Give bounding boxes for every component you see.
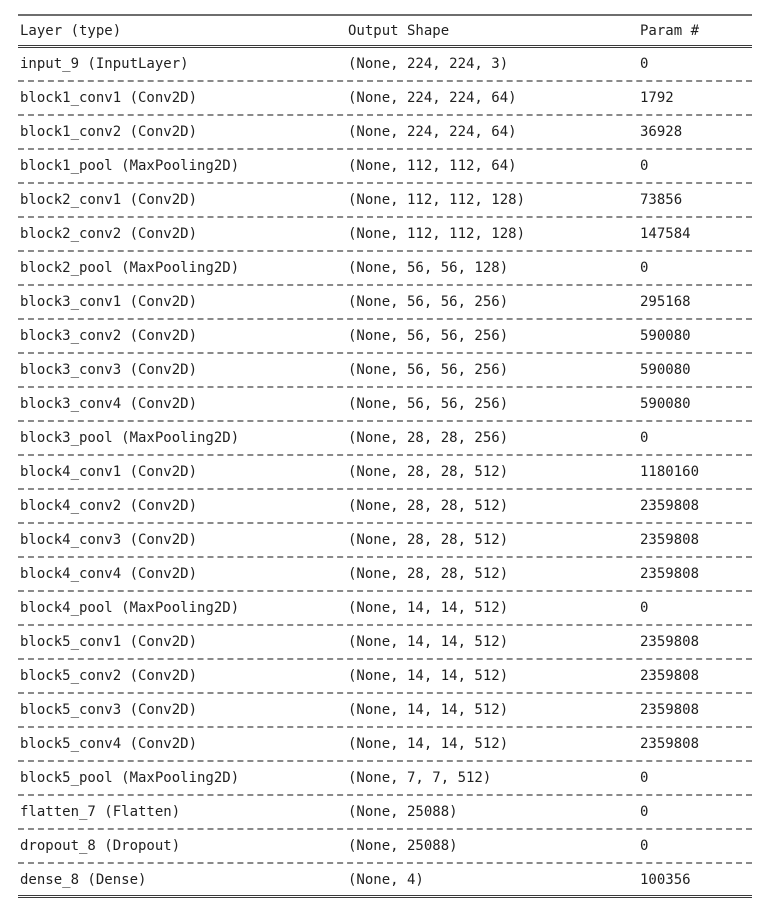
layer-cell: block5_conv2 (Conv2D) — [20, 668, 198, 684]
output-shape-cell: (None, 56, 56, 256) — [348, 396, 509, 412]
table-row — [18, 762, 752, 796]
layer-cell: block3_conv4 (Conv2D) — [20, 396, 198, 412]
output-shape-cell: (None, 7, 7, 512) — [348, 770, 492, 786]
output-shape-cell: (None, 112, 112, 64) — [348, 158, 517, 174]
param-count-cell: 100356 — [640, 871, 691, 888]
table-row — [18, 456, 752, 490]
layer-cell: block5_conv1 (Conv2D) — [20, 634, 198, 650]
param-count-cell: 295168 — [640, 294, 691, 310]
table-body — [18, 48, 752, 898]
header-layer-type: Layer (type) — [20, 22, 122, 39]
layer-cell: block1_conv2 (Conv2D) — [20, 124, 198, 140]
table-row — [18, 830, 752, 864]
output-shape-cell: (None, 25088) — [348, 804, 458, 820]
layer-cell: block3_conv2 (Conv2D) — [20, 328, 198, 344]
table-row — [18, 864, 752, 898]
table-row — [18, 660, 752, 694]
layer-cell: block2_pool (MaxPooling2D) — [20, 260, 240, 276]
table-row — [18, 490, 752, 524]
layer-cell: dense_8 (Dense) — [20, 871, 147, 888]
layer-cell: block4_conv4 (Conv2D) — [20, 566, 198, 582]
output-shape-cell: (None, 28, 28, 512) — [348, 566, 509, 582]
param-count-cell: 0 — [640, 600, 649, 616]
param-count-cell: 2359808 — [640, 498, 700, 514]
layer-cell: block1_pool (MaxPooling2D) — [20, 158, 240, 174]
layer-cell: dropout_8 (Dropout) — [20, 838, 181, 854]
table-row — [18, 796, 752, 830]
table-row — [18, 286, 752, 320]
output-shape-cell: (None, 56, 56, 256) — [348, 294, 509, 310]
table-row — [18, 252, 752, 286]
layer-cell: block5_pool (MaxPooling2D) — [20, 770, 240, 786]
layer-cell: block5_conv4 (Conv2D) — [20, 736, 198, 752]
table-row — [18, 592, 752, 626]
param-count-cell: 1792 — [640, 90, 674, 106]
output-shape-cell: (None, 28, 28, 512) — [348, 498, 509, 514]
output-shape-cell: (None, 25088) — [348, 838, 458, 854]
output-shape-cell: (None, 224, 224, 3) — [348, 56, 509, 72]
param-count-cell: 2359808 — [640, 702, 700, 718]
layer-cell: block4_pool (MaxPooling2D) — [20, 600, 240, 616]
table-row — [18, 626, 752, 660]
table-row — [18, 354, 752, 388]
layer-cell: block3_conv1 (Conv2D) — [20, 294, 198, 310]
output-shape-cell: (None, 14, 14, 512) — [348, 736, 509, 752]
table-row — [18, 150, 752, 184]
table-row — [18, 422, 752, 456]
table-header — [18, 14, 752, 48]
table-row — [18, 184, 752, 218]
param-count-cell: 0 — [640, 260, 649, 276]
layer-cell: flatten_7 (Flatten) — [20, 804, 181, 820]
param-count-cell: 2359808 — [640, 634, 700, 650]
layer-cell: block3_conv3 (Conv2D) — [20, 362, 198, 378]
layer-cell: block4_conv1 (Conv2D) — [20, 464, 198, 480]
table-row — [18, 320, 752, 354]
param-count-cell: 2359808 — [640, 532, 700, 548]
output-shape-cell: (None, 56, 56, 128) — [348, 260, 509, 276]
output-shape-cell: (None, 28, 28, 512) — [348, 464, 509, 480]
layer-cell: input_9 (InputLayer) — [20, 56, 189, 72]
layer-cell: block4_conv2 (Conv2D) — [20, 498, 198, 514]
output-shape-cell: (None, 112, 112, 128) — [348, 192, 526, 208]
output-shape-cell: (None, 56, 56, 256) — [348, 362, 509, 378]
param-count-cell: 2359808 — [640, 736, 700, 752]
layer-cell: block2_conv1 (Conv2D) — [20, 192, 198, 208]
output-shape-cell: (None, 56, 56, 256) — [348, 328, 509, 344]
param-count-cell: 0 — [640, 838, 649, 854]
table-row — [18, 524, 752, 558]
table-row — [18, 694, 752, 728]
output-shape-cell: (None, 28, 28, 256) — [348, 430, 509, 446]
output-shape-cell: (None, 112, 112, 128) — [348, 226, 526, 242]
output-shape-cell: (None, 224, 224, 64) — [348, 90, 517, 106]
header-param-count: Param # — [640, 22, 700, 39]
param-count-cell: 590080 — [640, 328, 691, 344]
param-count-cell: 0 — [640, 430, 649, 446]
table-row — [18, 82, 752, 116]
layer-cell: block5_conv3 (Conv2D) — [20, 702, 198, 718]
layer-cell: block3_pool (MaxPooling2D) — [20, 430, 240, 446]
param-count-cell: 0 — [640, 158, 649, 174]
output-shape-cell: (None, 14, 14, 512) — [348, 668, 509, 684]
model-summary-table — [18, 14, 752, 898]
param-count-cell: 0 — [640, 56, 649, 72]
param-count-cell: 73856 — [640, 192, 683, 208]
layer-cell: block4_conv3 (Conv2D) — [20, 532, 198, 548]
output-shape-cell: (None, 14, 14, 512) — [348, 634, 509, 650]
layer-cell: block2_conv2 (Conv2D) — [20, 226, 198, 242]
table-row — [18, 218, 752, 252]
output-shape-cell: (None, 28, 28, 512) — [348, 532, 509, 548]
param-count-cell: 2359808 — [640, 566, 700, 582]
output-shape-cell: (None, 4) — [348, 871, 424, 888]
param-count-cell: 0 — [640, 804, 649, 820]
table-row — [18, 388, 752, 422]
param-count-cell: 36928 — [640, 124, 683, 140]
param-count-cell: 1180160 — [640, 464, 700, 480]
param-count-cell: 590080 — [640, 396, 691, 412]
param-count-cell: 147584 — [640, 226, 691, 242]
output-shape-cell: (None, 224, 224, 64) — [348, 124, 517, 140]
param-count-cell: 590080 — [640, 362, 691, 378]
table-row — [18, 728, 752, 762]
table-row — [18, 558, 752, 592]
output-shape-cell: (None, 14, 14, 512) — [348, 600, 509, 616]
header-output-shape: Output Shape — [348, 22, 450, 39]
param-count-cell: 0 — [640, 770, 649, 786]
param-count-cell: 2359808 — [640, 668, 700, 684]
layer-cell: block1_conv1 (Conv2D) — [20, 90, 198, 106]
output-shape-cell: (None, 14, 14, 512) — [348, 702, 509, 718]
table-row — [18, 48, 752, 82]
table-row — [18, 116, 752, 150]
